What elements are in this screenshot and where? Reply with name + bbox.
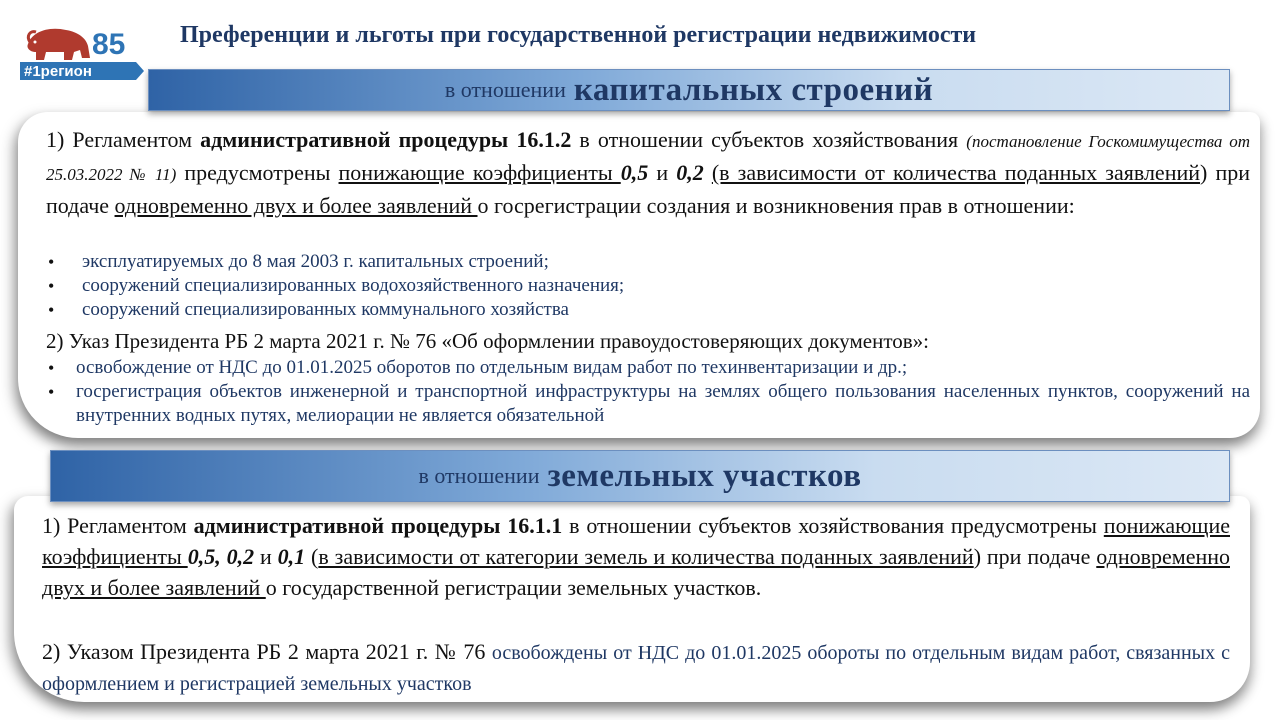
section1-bullet-list-2 [46,356,1250,428]
logo [18,14,150,86]
section1-bullet-list [46,250,1196,322]
section2-paragraph-1: 1) Регламентом административной процедуры 16.1.1 в отношении субъектов хозяйствования предусмотрены понижающие коэффициенты 0,5, 0,2 и 0,1 (в зависимости от категории земель и количества поданных заявлений) при подаче одновременно двух и более заявлений о государственной регистрации земельных участков. [42,513,1230,600]
section1-paragraph-1: 1) Регламентом административной процедуры 16.1.2 в отношении субъектов хозяйствования (постановление Госкомимущества от 25.03.2022 № 11) предусмотрены понижающие коэффициенты 0,5 и 0,2 (в зависимости от количества поданных заявлений) при подаче одновременно двух и более заявлений о госрегистрации создания и возникновения прав в отношении: [46,127,1251,218]
svg-text:#1регион: #1регион [24,63,92,80]
section-header-prefix: в отношении [418,463,540,488]
svg-text:85: 85 [92,28,126,61]
list-item: • сооружений специализированных коммунального хозяйства [46,298,1196,322]
list-item: • эксплуатируемых до 8 мая 2003 г. капитальных строений; [46,250,1196,274]
bison-logo-icon [18,14,150,86]
list-item: • госрегистрация объектов инженерной и транспортной инфраструктуры на землях общего пользования населенных пунктов, сооружений на внутренних водных путях, мелиорации не является обязательной [46,380,1250,428]
page-title: Преференции и льготы при государственной регистрации недвижимости [180,22,977,48]
section2-paragraph-2: 2) Указом Президента РБ 2 марта 2021 г. № 76 освобождены от НДС до 01.01.2025 обороты по отдельным видам работ, связанных с оформлением и регистрацией земельных участков [42,639,1230,695]
section-header-capital-buildings [148,69,1230,111]
section-header-title: капитальных строений [573,71,934,108]
list-item: • сооружений специализированных водохозяйственного назначения; [46,274,1196,298]
section-header-land-plots [50,450,1230,502]
section-header-title: земельных участков [547,457,862,494]
list-item: • освобождение от НДС до 01.01.2025 оборотов по отдельным видам работ по техинвентаризации и др.; [46,356,1250,380]
section1-paragraph-2: 2) Указ Президента РБ 2 марта 2021 г. № 76 «Об оформлении правоудостоверяющих документов»: [46,329,930,353]
section-header-prefix: в отношении [444,77,566,102]
